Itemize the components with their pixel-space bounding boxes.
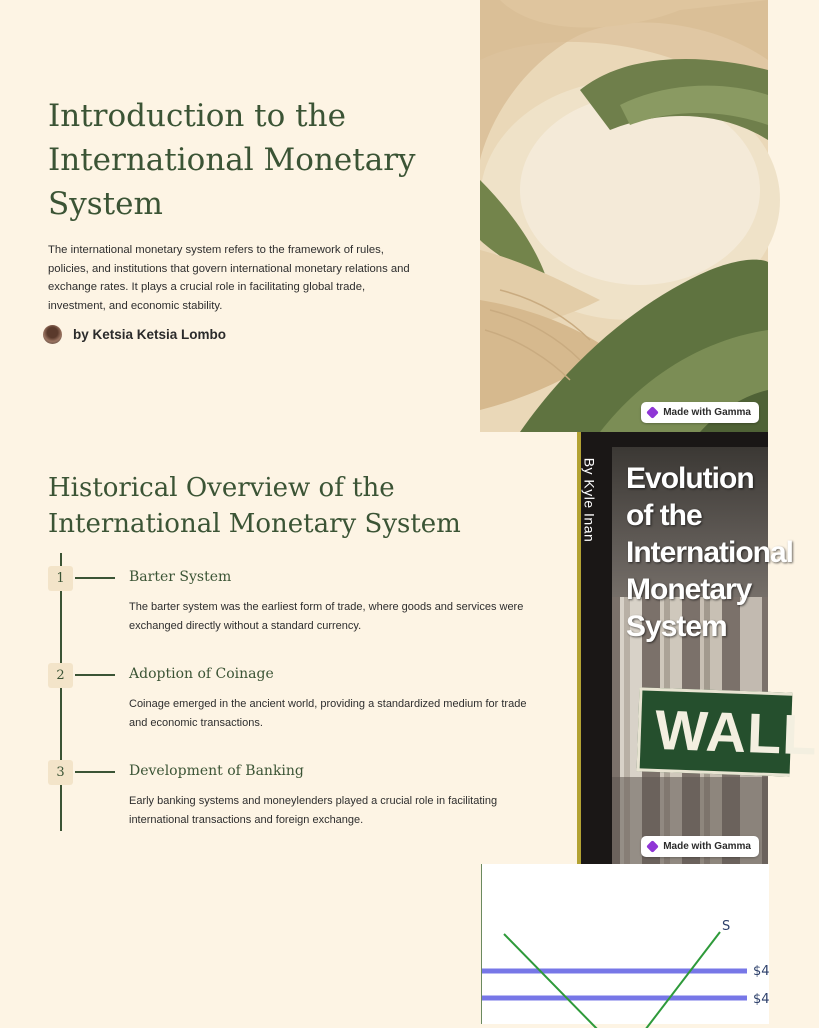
supply-demand-chart <box>481 864 769 1024</box>
book-spine <box>583 432 611 552</box>
made-with-gamma-badge[interactable] <box>641 836 759 857</box>
book-title-line: Evolution <box>626 462 754 495</box>
step-connector <box>75 577 115 579</box>
made-with-gamma-badge[interactable] <box>641 402 759 423</box>
step-number: 2 <box>48 663 73 688</box>
book-spine-author: By Kyle Inan <box>581 457 598 543</box>
book-title-line: Monetary <box>626 573 752 606</box>
step-number: 1 <box>48 566 73 591</box>
wall-sign-text: WALL <box>653 697 819 767</box>
step-title: Barter System <box>129 569 232 585</box>
book-title-line: International <box>626 536 794 569</box>
gamma-logo-icon <box>646 406 659 419</box>
step-number: 3 <box>48 760 73 785</box>
timeline-line <box>60 553 62 831</box>
step-title: Adoption of Coinage <box>129 666 274 682</box>
chart-svg <box>482 864 769 1024</box>
step-description: Coinage emerged in the ancient world, providing a standardized medium for trade and economic transactions. <box>129 698 527 729</box>
step-description: Early banking systems and moneylenders played a crucial role in facilitating international transactions and foreign exchange. <box>129 795 498 826</box>
supply-curve <box>642 932 720 1028</box>
demand-curve <box>504 934 602 1028</box>
book-cover <box>612 447 819 864</box>
book-cover-image <box>577 432 819 864</box>
price-label-1: $4 <box>753 964 770 979</box>
badge-label: Made with Gamma <box>663 407 751 418</box>
slide-title: Historical Overview of the International Monetary System <box>48 473 461 539</box>
author-name: by Ketsia Ketsia Lombo <box>73 327 227 342</box>
book-title <box>626 460 796 645</box>
step-description: The barter system was the earliest form of trade, where goods and services were exchanged directly without a standard currency. <box>129 601 524 632</box>
book-title-line: of the <box>626 499 702 532</box>
author-line <box>43 325 226 344</box>
step-connector <box>75 771 115 773</box>
author-avatar <box>43 325 62 344</box>
step-title: Development of Banking <box>129 763 304 779</box>
supply-label: S <box>722 919 731 934</box>
badge-label: Made with Gamma <box>663 841 751 852</box>
gamma-logo-icon <box>646 840 659 853</box>
step-connector <box>75 674 115 676</box>
book-title-line: System <box>626 610 727 643</box>
slide-description: The international monetary system refers to the framework of rules, policies, and institutions that govern international monetary relations and exchange rates. It plays a crucial role in facilitating global trade, investment, and economic stability. <box>48 244 410 312</box>
wall-street-sign <box>637 687 819 776</box>
abstract-art-image <box>480 0 768 432</box>
slide-intro <box>0 0 768 432</box>
price-label-2: $4 <box>753 992 770 1007</box>
slide-title: Introduction to the International Monetary System <box>48 98 416 222</box>
abstract-art-svg <box>480 0 768 432</box>
